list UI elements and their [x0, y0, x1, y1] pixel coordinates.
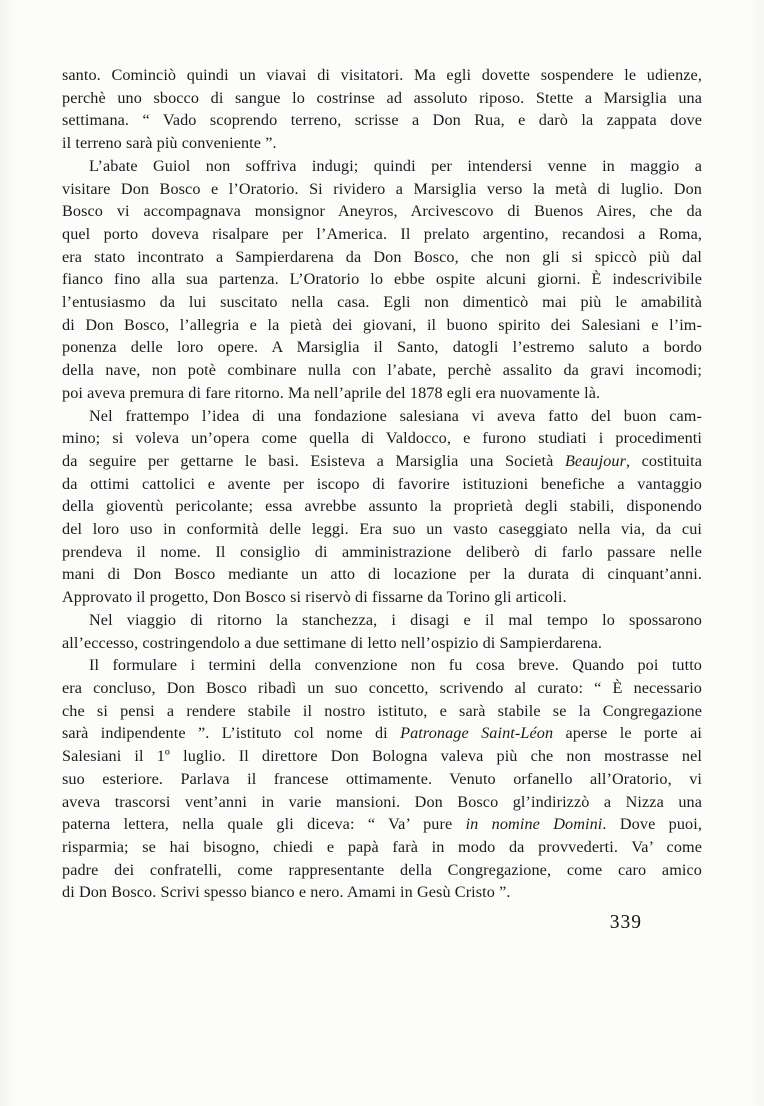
text-line: di Don Bosco, l’allegria e la pietà dei giovani, il buono spirito dei Salesiani e l’im- — [62, 315, 702, 334]
text-line: Salesiani il 1º luglio. Il direttore Don Bologna valeva più che non mostrasse nel — [62, 747, 702, 766]
page-text — [62, 64, 702, 904]
text-line: visitare Don Bosco e l’Oratorio. Si rividero a Marsiglia verso la metà di luglio. Don — [62, 179, 702, 198]
text-line: santo. Cominciò quindi un viavai di visitatori. Ma egli dovette sospendere le udienze, — [62, 66, 702, 84]
text-line: padre dei confratelli, come rappresentante della Congregazione, come caro amico — [62, 860, 702, 879]
text-line: da seguire per gettarne le basi. Esisteva a Marsiglia una Società Beaujour, costituita — [62, 451, 702, 470]
text-line: perchè uno sbocco di sangue lo costrinse ad assoluto riposo. Stette a Marsiglia una — [62, 88, 702, 107]
text-line: Bosco vi accompagnava monsignor Aneyros, Arcivescovo di Buenos Aires, che da — [62, 202, 702, 221]
text-line: Nel frattempo l’idea di una fondazione salesiana vi aveva fatto del buon cam- — [89, 406, 702, 425]
text-line: l’entusiasmo da lui suscitato nella casa. Egli non dimenticò mai più le amabilità — [62, 293, 702, 312]
text-line: del loro uso in conformità delle leggi. Era suo un vasto caseggiato nella via, da cui — [62, 520, 702, 539]
text-line: paterna lettera, nella quale gli diceva: “ Va’ pure in nomine Domini. Dove puoi, — [62, 815, 702, 834]
text-line: che si pensi a rendere stabile il nostro istituto, e sarà stabile se la Congregazione — [62, 701, 702, 720]
text-line: settimana. “ Vado scoprendo terreno, scrisse a Don Rua, e darò la zappata dove — [62, 111, 702, 130]
text-line: risparmia; se hai bisogno, chiedi e papà farà in modo da provvederti. Va’ come — [62, 837, 702, 856]
page-number: 339 — [609, 912, 642, 933]
text-line: mani di Don Bosco mediante un atto di locazione per la durata di cinquant’anni. — [62, 565, 702, 584]
text-line: era stato incontrato a Sampierdarena da Don Bosco, che non gli si spiccò più dal — [62, 247, 702, 266]
text-line: ponenza delle loro opere. A Marsiglia il Santo, datogli l’estremo saluto a bordo — [62, 338, 702, 357]
text-line: Il formulare i termini della convenzione non fu cosa breve. Quando poi tutto — [89, 656, 702, 675]
text-line: Approvato il progetto, Don Bosco si riservò di fissarne da Torino gli articoli. — [62, 588, 567, 607]
text-line: da ottimi cattolici e avente per iscopo di favorire istituzioni benefiche a vantaggio — [62, 474, 702, 493]
text-line: fianco fino alla sua partenza. L’Oratorio lo ebbe ospite alcuni giorni. È indescrivibile — [62, 270, 702, 289]
text-line: suo esteriore. Parlava il francese ottimamente. Venuto orfanello all’Oratorio, vi — [62, 769, 702, 788]
text-line: il terreno sarà più conveniente ”. — [62, 134, 277, 153]
text-line: all’eccesso, costringendolo a due settimane di letto nell’ospizio di Sampierdarena. — [62, 633, 603, 652]
paragraph — [62, 64, 702, 155]
text-line: L’abate Guiol non soffriva indugi; quindi per intendersi venne in maggio a — [89, 156, 702, 175]
paragraph — [62, 405, 702, 609]
text-line: mino; si voleva un’opera come quella di Valdocco, e furono studiati i procedimenti — [62, 429, 702, 448]
text-line: della nave, non potè combinare nulla con l’abate, perchè assalito da gravi incomodi; — [62, 361, 702, 380]
paragraph — [62, 654, 702, 904]
text-line: quel porto doveva risalpare per l’America. Il prelato argentino, recandosi a Roma, — [62, 224, 702, 243]
text-line: di Don Bosco. Scrivi spesso bianco e nero. Amami in Gesù Cristo ”. — [62, 883, 511, 902]
text-line: aveva trascorsi vent’anni in varie mansioni. Don Bosco gl’indirizzò a Nizza una — [62, 792, 702, 811]
paragraph — [62, 609, 702, 654]
text-line: poi aveva premura di fare ritorno. Ma nell’aprile del 1878 egli era nuovamente là. — [62, 383, 601, 402]
text-line: Nel viaggio di ritorno la stanchezza, i disagi e il mal tempo lo spossarono — [89, 610, 702, 629]
text-line: era concluso, Don Bosco ribadì un suo concetto, scrivendo al curato: “ È necessario — [62, 678, 702, 697]
text-line: della gioventù pericolante; essa avrebbe assunto la proprietà degli stabili, disponendo — [62, 497, 702, 516]
text-line: prendeva il nome. Il consiglio di amministrazione deliberò di farlo passare nelle — [62, 542, 702, 561]
paragraph — [62, 155, 702, 405]
text-line: sarà indipendente ”. L’istituto col nome di Patronage Saint-Léon aperse le porte ai — [62, 724, 702, 743]
